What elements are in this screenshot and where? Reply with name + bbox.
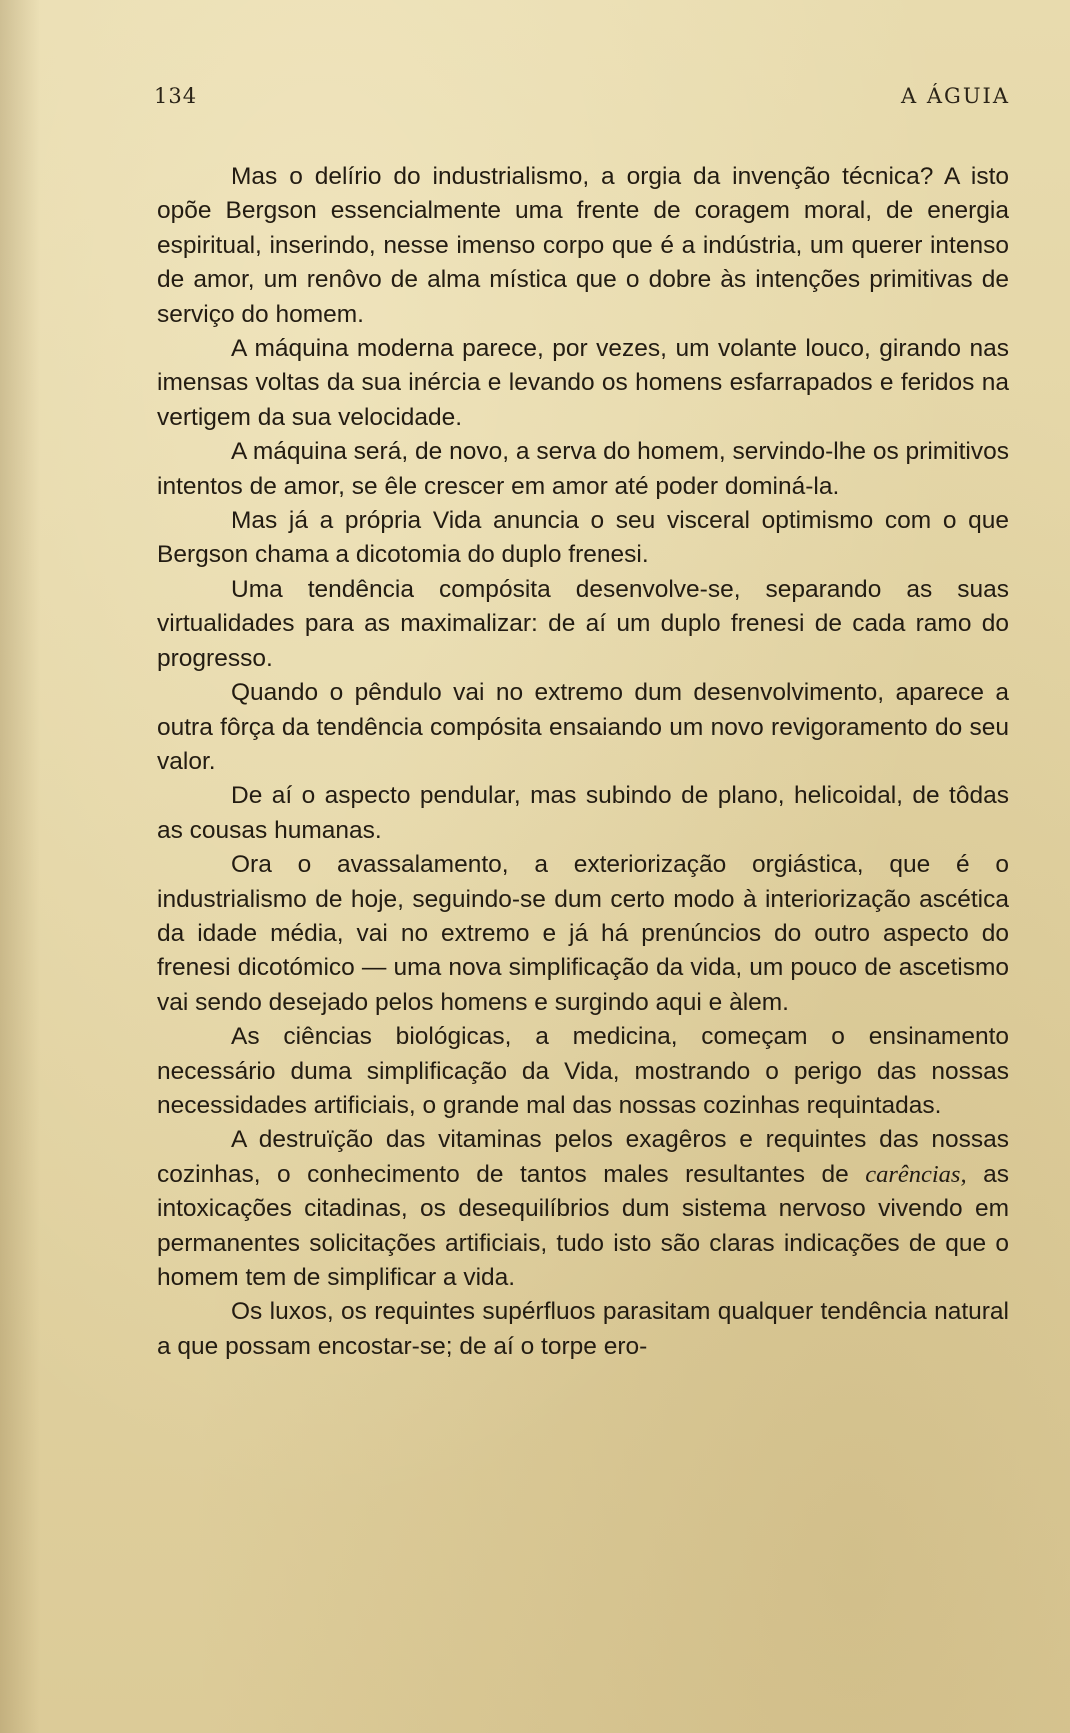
paragraph: Uma tendência compósita desenvolve-se, separando as suas virtualidades para as maximalizar: de aí um duplo frenesi de cada ramo do progresso.	[157, 575, 1009, 672]
paragraph: Quando o pêndulo vai no extremo dum desenvolvimento, aparece a outra fôrça da tendência compósita ensaiando um novo revigoramento do seu valor.	[157, 679, 1009, 775]
paragraph: A máquina será, de novo, a serva do homem, servindo-lhe os primitivos intentos de amor, se êle crescer em amor até poder dominá-la.	[157, 438, 1009, 500]
emphasized-term: carências,	[865, 1160, 967, 1188]
running-title: A ÁGUIA	[901, 84, 1010, 108]
paragraph: Mas já a própria Vida anuncia o seu visceral optimismo com o que Bergson chama a dicotomia do duplo frenesi.	[157, 507, 1009, 569]
page-number: 134	[154, 84, 198, 108]
paragraph: De aí o aspecto pendular, mas subindo de plano, helicoidal, de tôdas as cousas humanas.	[157, 782, 1009, 844]
text-body	[157, 160, 1009, 1364]
paragraph: As ciências biológicas, a medicina, começam o ensinamento necessário duma simplificação da Vida, mostrando o perigo das nossas necessidades artificiais, o grande mal das nossas cozinhas requintadas.	[157, 1023, 1009, 1119]
paragraph: Mas o delírio do industrialismo, a orgia da invenção técnica? A isto opõe Bergson essencialmente uma frente de coragem moral, de energia espiritual, inserindo, nesse imenso corpo que é a indústria, um querer intenso de amor, um renôvo de alma mística que o dobre às intenções primitivas de serviço do homem.	[157, 163, 1009, 328]
paragraph: A destruïção das vitaminas pelos exagêros e requintes das nossas cozinhas, o conhecimento de tantos males resultantes de carências, as intoxicações citadinas, os desequilíbrios dum sistema nervoso vivendo em permanentes solicitações artificiais, tudo isto são claras indicações de que o homem tem de simplificar a vida.	[157, 1126, 1009, 1291]
paragraph: Ora o avassalamento, a exteriorização orgiástica, que é o industrialismo de hoje, seguindo-se dum certo modo à interiorização ascética da idade média, vai no extremo e já há prenúncios do outro aspecto do frenesi dicotómico — uma nova simplificação da vida, um pouco de ascetismo vai sendo desejado pelos homens e surgindo aqui e àlem.	[157, 851, 1009, 1016]
paragraph: A máquina moderna parece, por vezes, um volante louco, girando nas imensas voltas da sua inércia e levando os homens esfarrapados e feridos na vertigem da sua velocidade.	[157, 335, 1009, 431]
page-edge-shadow	[0, 0, 40, 1733]
paragraph: Os luxos, os requintes supérfluos parasitam qualquer tendência natural a que possam encostar-se; de aí o torpe ero-	[157, 1298, 1009, 1360]
running-header	[154, 84, 1010, 114]
